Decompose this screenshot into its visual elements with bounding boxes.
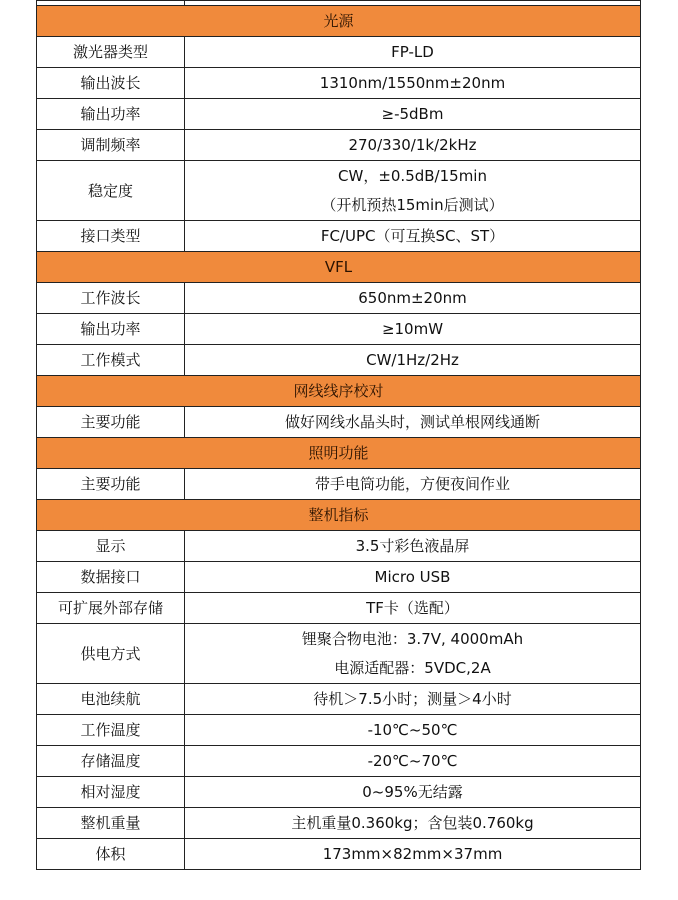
section-title: 照明功能 <box>37 438 641 469</box>
spec-value-line: 电源适配器：5VDC,2A <box>334 658 491 677</box>
section-title: 光源 <box>37 6 641 37</box>
spec-row <box>37 531 641 562</box>
spec-value <box>185 624 641 684</box>
spec-value-line: 270/330/1k/2kHz <box>348 135 477 154</box>
spec-value <box>185 562 641 593</box>
section-title: 网线线序校对 <box>37 376 641 407</box>
spec-value <box>185 715 641 746</box>
spec-value <box>185 68 641 99</box>
spec-label: 输出功率 <box>37 314 185 345</box>
spec-label: 工作温度 <box>37 715 185 746</box>
spec-value <box>185 839 641 870</box>
spec-row <box>37 746 641 777</box>
spec-value-line: CW，±0.5dB/15min <box>338 166 487 185</box>
spec-label: 工作模式 <box>37 345 185 376</box>
spec-value-line: -20℃~70℃ <box>367 751 458 770</box>
spec-value-line: 1310nm/1550nm±20nm <box>319 73 506 92</box>
spec-label: 输出波长 <box>37 68 185 99</box>
spec-value-line: 0~95%无结露 <box>362 782 463 801</box>
spec-table <box>36 0 641 870</box>
spec-label: 电池续航 <box>37 684 185 715</box>
spec-row <box>37 407 641 438</box>
section-header-row <box>37 500 641 531</box>
spec-value <box>185 684 641 715</box>
spec-value-line: 做好网线水晶头时，测试单根网线通断 <box>284 412 540 431</box>
spec-table-body <box>37 1 641 870</box>
spec-value <box>185 469 641 500</box>
spec-value <box>185 221 641 252</box>
spec-label: 整机重量 <box>37 808 185 839</box>
spec-value-line: FP-LD <box>391 42 434 61</box>
spec-value-line: 主机重量0.360kg；含包装0.760kg <box>291 813 534 832</box>
spec-value-line: CW/1Hz/2Hz <box>366 350 459 369</box>
spec-row <box>37 624 641 684</box>
spec-row <box>37 839 641 870</box>
spec-label: 相对湿度 <box>37 777 185 808</box>
spec-row <box>37 221 641 252</box>
spec-value <box>185 37 641 68</box>
spec-row <box>37 68 641 99</box>
spec-label: 显示 <box>37 531 185 562</box>
spec-label: 主要功能 <box>37 469 185 500</box>
spec-row <box>37 777 641 808</box>
spec-value <box>185 777 641 808</box>
section-header-row <box>37 438 641 469</box>
spec-label: 输出功率 <box>37 99 185 130</box>
spec-row <box>37 684 641 715</box>
spec-value <box>185 746 641 777</box>
spec-value-line: 3.5寸彩色液晶屏 <box>355 536 470 555</box>
spec-value <box>185 283 641 314</box>
spec-value-line: （开机预热15min后测试） <box>321 195 504 214</box>
section-header-row <box>37 6 641 37</box>
spec-value-line: ≥-5dBm <box>381 104 444 123</box>
spec-label: 体积 <box>37 839 185 870</box>
spec-label: 可扩展外部存储 <box>37 593 185 624</box>
spec-row <box>37 469 641 500</box>
spec-value <box>185 99 641 130</box>
spec-sheet <box>36 0 640 870</box>
spec-value <box>185 161 641 221</box>
spec-value-line: 待机＞7.5小时；测量＞4小时 <box>313 689 512 708</box>
spec-label: 调制频率 <box>37 130 185 161</box>
spec-label: 激光器类型 <box>37 37 185 68</box>
spec-row <box>37 593 641 624</box>
section-header-row <box>37 252 641 283</box>
spec-label: 供电方式 <box>37 624 185 684</box>
spec-row <box>37 345 641 376</box>
spec-row <box>37 808 641 839</box>
spec-value <box>185 345 641 376</box>
spec-value-line: 锂聚合物电池：3.7V, 4000mAh <box>301 629 524 648</box>
spec-value-line: -10℃~50℃ <box>367 720 458 739</box>
spec-row <box>37 715 641 746</box>
spec-value-line: 173mm×82mm×37mm <box>322 844 503 863</box>
spec-value-line: 带手电筒功能，方便夜间作业 <box>314 474 510 493</box>
section-title: VFL <box>37 252 641 283</box>
spec-label: 稳定度 <box>37 161 185 221</box>
spec-row <box>37 283 641 314</box>
spec-row <box>37 130 641 161</box>
spec-row <box>37 37 641 68</box>
spec-label: 主要功能 <box>37 407 185 438</box>
spec-value <box>185 314 641 345</box>
spec-row <box>37 99 641 130</box>
section-header-row <box>37 376 641 407</box>
spec-value-line: ≥10mW <box>381 319 444 338</box>
spec-value <box>185 130 641 161</box>
spec-value-line: FC/UPC（可互换SC、ST） <box>320 226 505 245</box>
spec-label: 存储温度 <box>37 746 185 777</box>
spec-value-line: 650nm±20nm <box>358 288 467 307</box>
spec-value-line: Micro USB <box>374 567 451 586</box>
spec-value-line: TF卡（选配） <box>366 598 459 617</box>
spec-label: 接口类型 <box>37 221 185 252</box>
spec-value <box>185 808 641 839</box>
spec-row <box>37 562 641 593</box>
spec-value <box>185 407 641 438</box>
section-title: 整机指标 <box>37 500 641 531</box>
spec-value <box>185 593 641 624</box>
spec-label: 工作波长 <box>37 283 185 314</box>
spec-row <box>37 314 641 345</box>
spec-row <box>37 161 641 221</box>
spec-value <box>185 531 641 562</box>
spec-label: 数据接口 <box>37 562 185 593</box>
